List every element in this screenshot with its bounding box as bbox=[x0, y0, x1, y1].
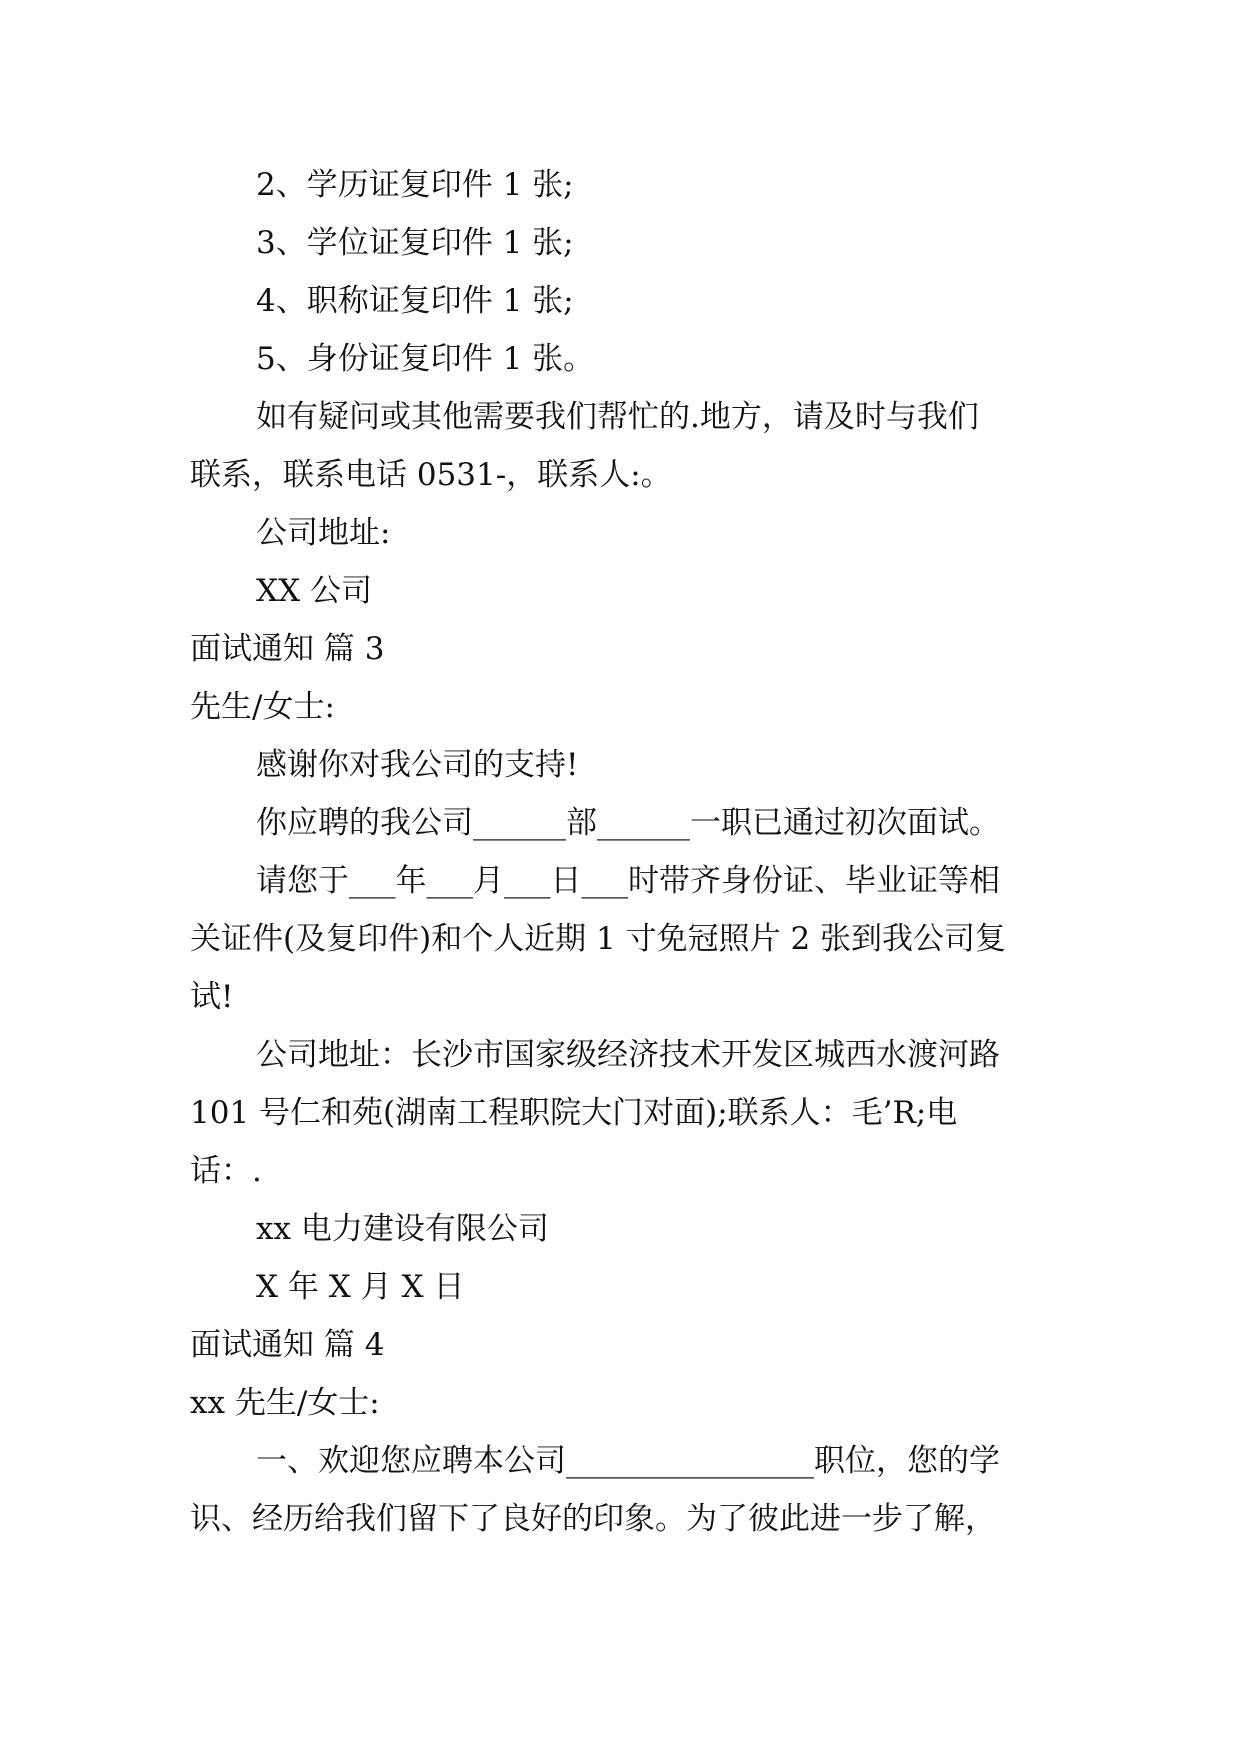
address-paragraph-line: 101 号仁和苑(湖南工程职院大门对面);联系人：毛’R;电 bbox=[190, 1095, 958, 1131]
contact-paragraph-line: 如有疑问或其他需要我们帮忙的.地方，请及时与我们 bbox=[256, 399, 979, 435]
address-paragraph-line: 话：. bbox=[190, 1153, 262, 1189]
salutation: xx 先生/女士: bbox=[190, 1385, 380, 1421]
company-signature: XX 公司 bbox=[256, 573, 372, 609]
passed-line: 你应聘的我公司______部______一职已通过初次面试。 bbox=[256, 805, 1000, 841]
list-item: 3、学位证复印件 1 张; bbox=[256, 225, 574, 261]
list-item: 5、身份证复印件 1 张。 bbox=[256, 341, 595, 377]
list-item: 4、职称证复印件 1 张; bbox=[256, 283, 574, 319]
invite-paragraph-line: 试! bbox=[190, 979, 234, 1015]
salutation: 先生/女士: bbox=[190, 689, 335, 725]
company-name: xx 电力建设有限公司 bbox=[256, 1211, 549, 1247]
section-heading: 面试通知 篇 3 bbox=[190, 631, 385, 667]
section-heading: 面试通知 篇 4 bbox=[190, 1327, 385, 1363]
address-label: 公司地址: bbox=[256, 515, 391, 551]
date-line: X 年 X 月 X 日 bbox=[256, 1269, 465, 1305]
list-item: 2、学历证复印件 1 张; bbox=[256, 167, 574, 203]
intro-paragraph-line: 一、欢迎您应聘本公司________________职位，您的学 bbox=[256, 1443, 1000, 1479]
invite-paragraph-line: 请您于___年___月___日___时带齐身份证、毕业证等相 bbox=[256, 863, 1000, 899]
intro-paragraph-line: 识、经历给我们留下了良好的印象。为了彼此进一步了解， bbox=[190, 1501, 996, 1537]
contact-paragraph-line: 联系，联系电话 0531-，联系人:。 bbox=[190, 457, 672, 493]
address-paragraph-line: 公司地址：长沙市国家级经济技术开发区城西水渡河路 bbox=[256, 1037, 1000, 1073]
invite-paragraph-line: 关证件(及复印件)和个人近期 1 寸免冠照片 2 张到我公司复 bbox=[190, 921, 1007, 957]
thanks-line: 感谢你对我公司的支持! bbox=[256, 747, 579, 783]
